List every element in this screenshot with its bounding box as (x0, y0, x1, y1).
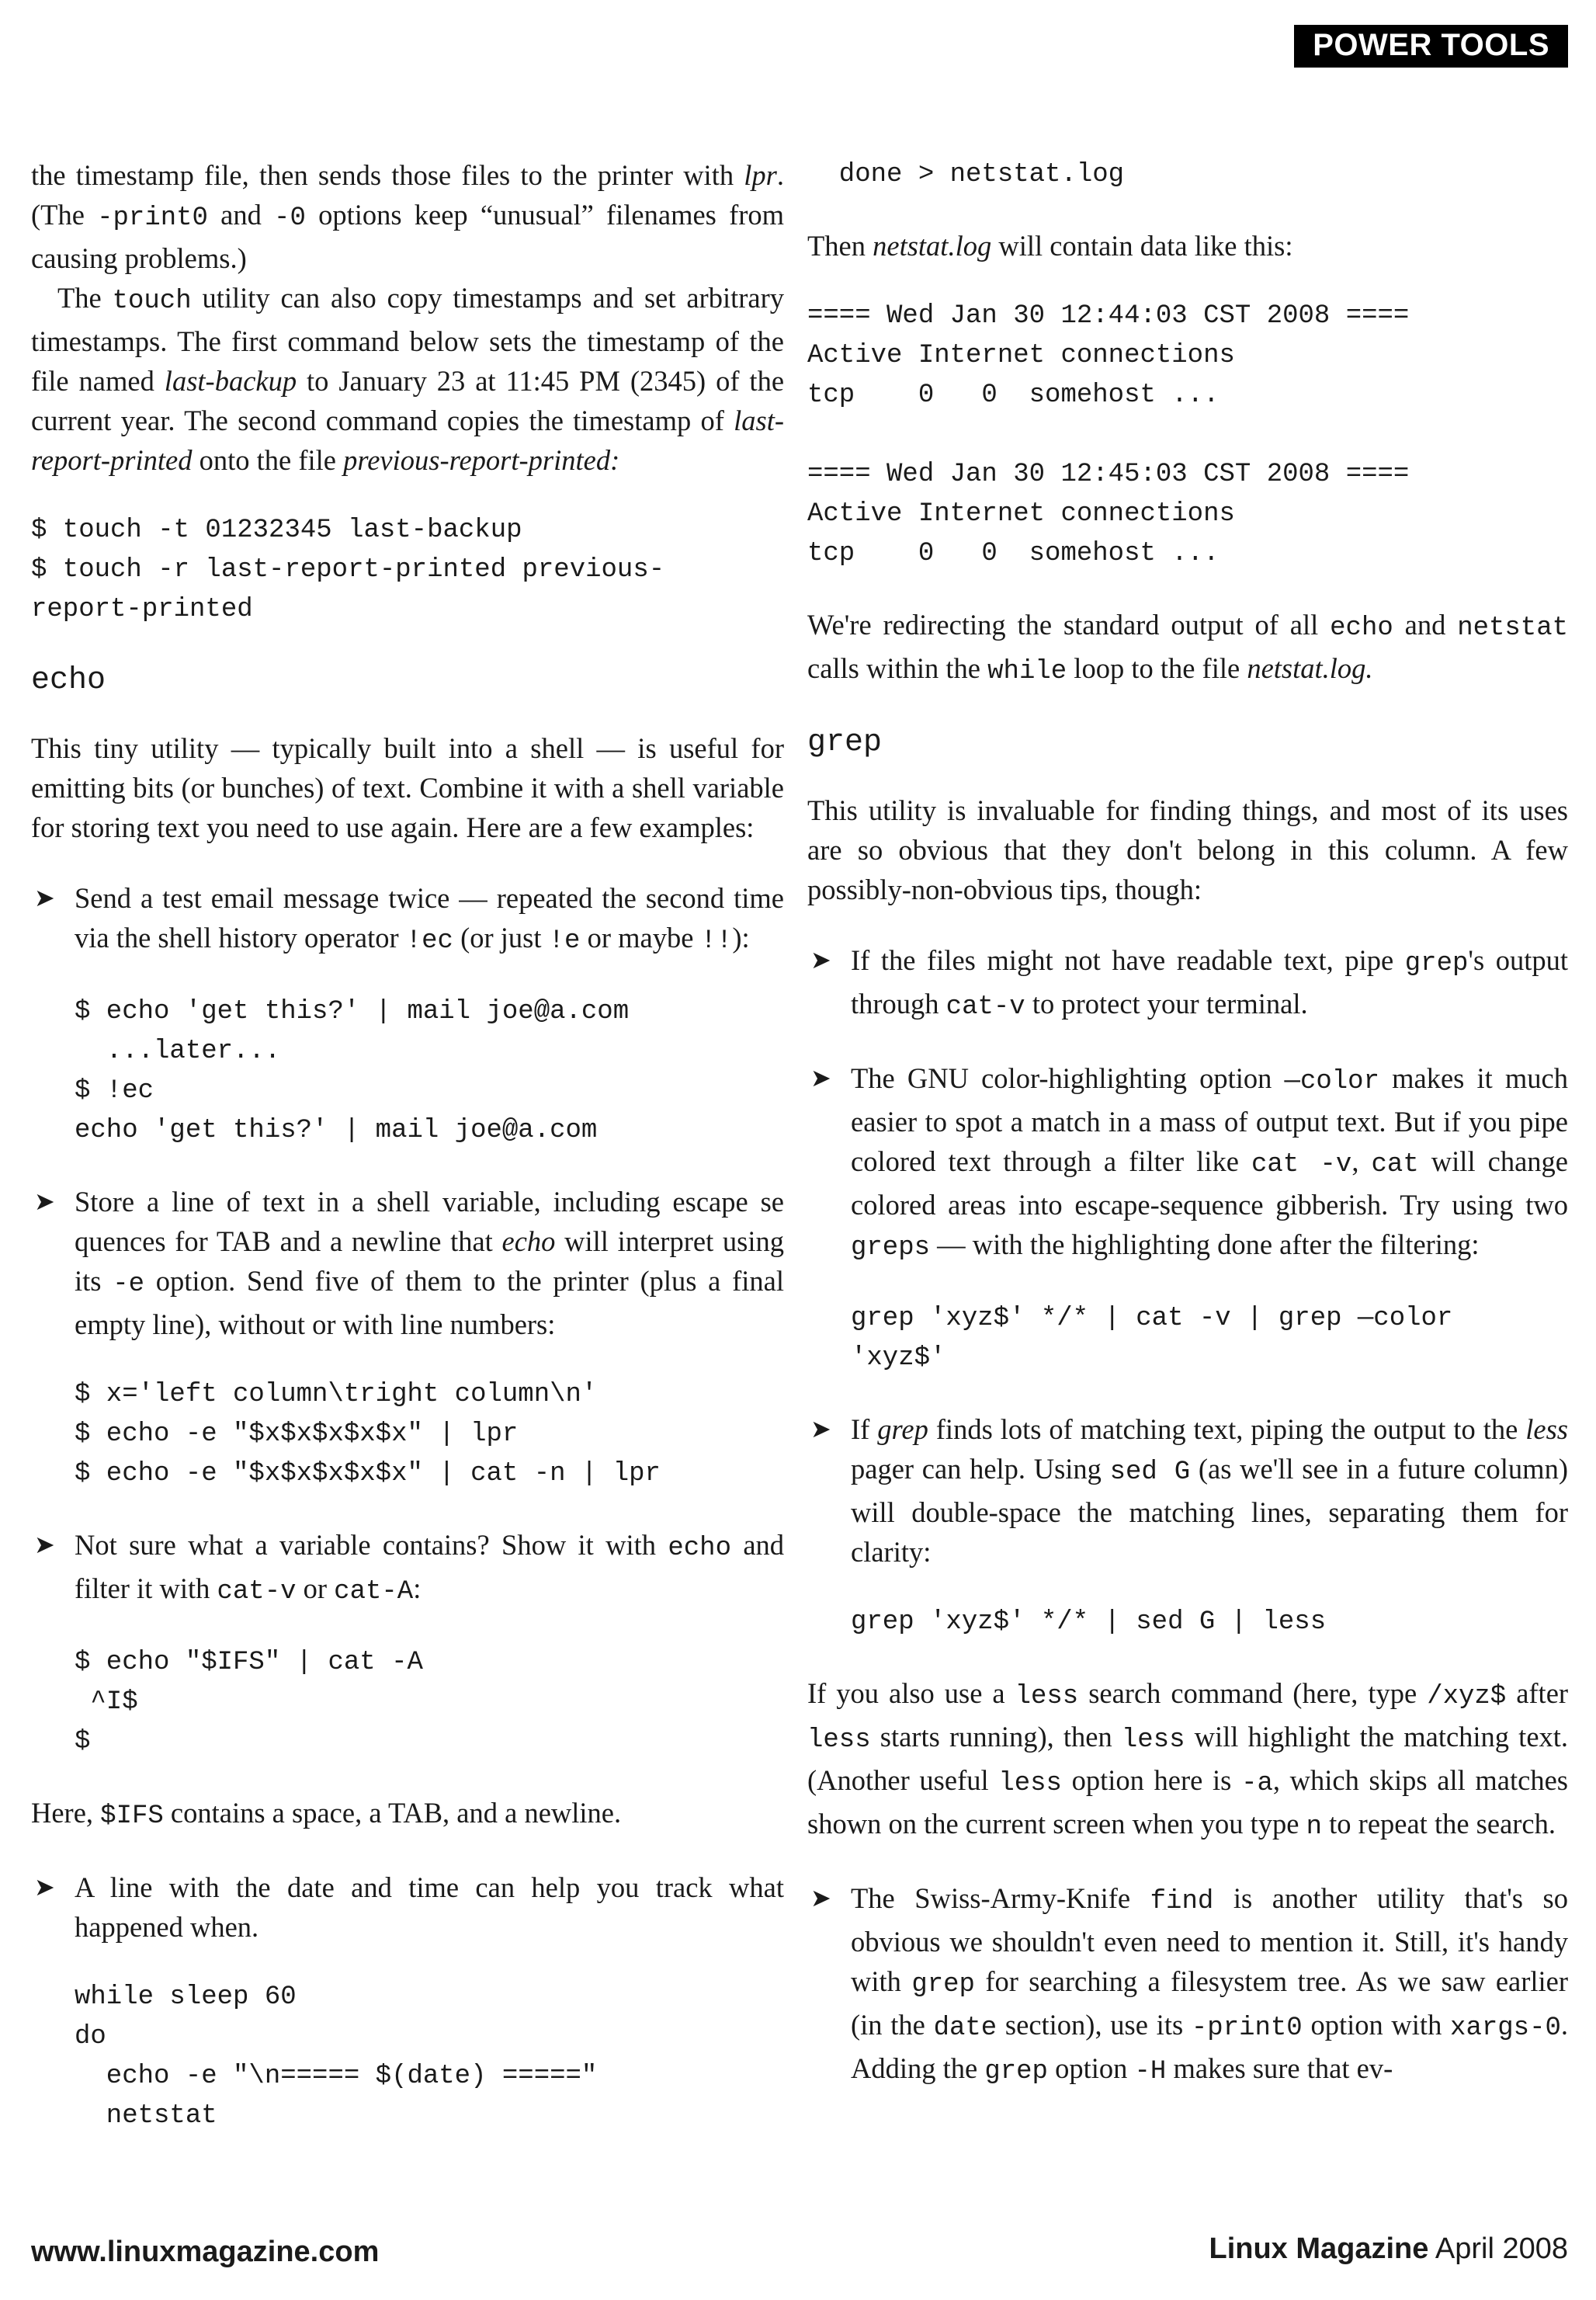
arrow-bullet-icon: ➤ (810, 1884, 831, 1912)
code-netstat-output: ==== Wed Jan 30 12:44:03 CST 2008 ==== Active Internet connections tcp 0 0 somehost ... ==== Wed Jan 30 12:45:03 CST 2008 ==== Active Internet connections tcp 0 0 somehost ... (807, 301, 1410, 568)
echo-tips-list (31, 878, 784, 1762)
echo-date-list (31, 1867, 784, 2136)
list-item: ➤ Store a line of text in a shell variable, including escape se quences for TAB and a newline that echo will interpret using its -e option. Send five of them to the printer (plus a final empty line), without or with line numbers: $ x='left column\tright column\n' $ echo -e "$x$x$x$x$x" | lpr $ echo -e "$x$x$x$x$x" | cat -n | lpr (31, 1182, 784, 1494)
heading-grep: grep (807, 725, 883, 760)
list-item: ➤ A line with the date and time can help you track what happened when. while sleep 60 do echo -e "\n===== $(date) =====" netstat (31, 1867, 784, 2136)
code-touch: $ touch -t 01232345 last-backup $ touch -r last-report-printed previous- report-printed (31, 516, 665, 624)
code-echo-variable: $ x='left column\tright column\n' $ echo -e "$x$x$x$x$x" | lpr $ echo -e "$x$x$x$x$x" | cat -n | lpr (75, 1380, 661, 1489)
footer-magazine-name: Linux Magazine (1209, 2232, 1429, 2265)
footer-date: April 2008 (1435, 2232, 1568, 2265)
list-item: ➤ Not sure what a variable contains? Show it with echo and filter it with cat-v or cat-A: $ echo "$IFS" | cat -A ^I$ $ (31, 1525, 784, 1762)
grep-tips-list (807, 940, 1568, 1642)
code-done: done > netstat.log (807, 160, 1125, 189)
list-item: ➤ The Swiss-Army-Knife find is another utility that's so obvious we shouldn't even need to mention it. Still, it's handy with grep for searching a filesystem tree. As we saw earlier (in the date section), use its -print0 option with xargs-0. Adding the grep option -H makes sure that ev- (807, 1878, 1568, 2092)
heading-echo: echo (31, 663, 106, 698)
list-item: ➤ If grep finds lots of matching text, piping the output to the less pager can help. Using sed G (as we'll see in a future column) will double-space the matching lines, separating them for clarity: grep 'xyz$' */* | sed G | less (807, 1409, 1568, 1642)
code-grep-color: grep 'xyz$' */* | cat -v | grep —color 'xyz$' (851, 1304, 1453, 1373)
paragraph-ifs: Here, $IFS contains a space, a TAB, and a newline. (31, 1797, 622, 1831)
left-column (31, 155, 784, 2167)
paragraph-redirect: We're redirecting the standard output of all echo and netstat calls within the while loop to the file netstat.log. (807, 609, 1569, 686)
list-item: ➤ The GNU color-highlighting option —color makes it much easier to spot a match in a mass of output text. But if you pipe colored text through a filter like cat -v, cat will change colored areas into escape-sequence gibberish. Try using two greps — with the highlighting done after the filtering: grep 'xyz$' */* | cat -v | grep —color 'xyz$' (807, 1058, 1568, 1378)
section-badge: POWER TOOLS (1294, 25, 1568, 68)
arrow-bullet-icon: ➤ (34, 1187, 55, 1215)
code-grep-sed: grep 'xyz$' */* | sed G | less (851, 1607, 1327, 1637)
paragraph-echo-intro: This tiny utility — typically built into a shell — is useful for emitting bits (or bunches) of text. Combine it with a shell variable for storing text you need to use again. Here are a few examples: (31, 732, 784, 843)
code-echo-mail: $ echo 'get this?' | mail joe@a.com ...later... $ !ec echo 'get this?' | mail joe@a.com (75, 997, 630, 1145)
paragraph-touch: The touch utility can also copy timestamps and set arbitrary timestamps. The first command below sets the timestamp of the file named last-backup to January 23 at 11:45 PM (2345) of the current year. The second command copies the timestamp of last-report-printed onto the file previous-report-printed: (31, 282, 785, 476)
list-item: ➤ Send a test email message twice — repeated the second time via the shell history operator !ec (or just !e or maybe !!): $ echo 'get this?' | mail joe@a.com ...later... $ !ec echo 'get this?' | mail joe@a.com (31, 878, 784, 1151)
code-echo-ifs: $ echo "$IFS" | cat -A ^I$ $ (75, 1648, 423, 1756)
arrow-bullet-icon: ➤ (34, 1873, 55, 1901)
paragraph-grep-intro: This utility is invaluable for finding things, and most of its uses are so obvious that they don't belong in this column. A few possibly-non-obvious tips, though: (807, 794, 1568, 905)
arrow-bullet-icon: ➤ (34, 884, 55, 912)
footer-url: www.linuxmagazine.com (31, 2236, 380, 2268)
list-item: ➤ If the files might not have readable text, pipe grep's output through cat-v to protect your terminal. (807, 940, 1568, 1027)
code-while-loop: while sleep 60 do echo -e "\n===== $(date) =====" netstat (75, 1982, 598, 2131)
arrow-bullet-icon: ➤ (810, 1064, 831, 1092)
arrow-bullet-icon: ➤ (810, 946, 831, 974)
find-tips-list (807, 1878, 1568, 2092)
arrow-bullet-icon: ➤ (810, 1415, 831, 1443)
right-column (807, 155, 1568, 2123)
paragraph-then: Then netstat.log will contain data like this: (807, 230, 1293, 262)
arrow-bullet-icon: ➤ (34, 1530, 55, 1558)
paragraph-timestamp: the timestamp file, then sends those files to the printer with lpr. (The -print0 and -0 options keep “unusual” filenames from causing problems.) (31, 159, 785, 274)
footer-issue (1209, 2232, 1568, 2266)
paragraph-less: If you also use a less search command (here, type /xyz$ after less starts running), then less will highlight the matching text. (Another useful less option here is -a, which skips all matches shown on the current screen when you type n to repeat the search. (807, 1677, 1569, 1842)
